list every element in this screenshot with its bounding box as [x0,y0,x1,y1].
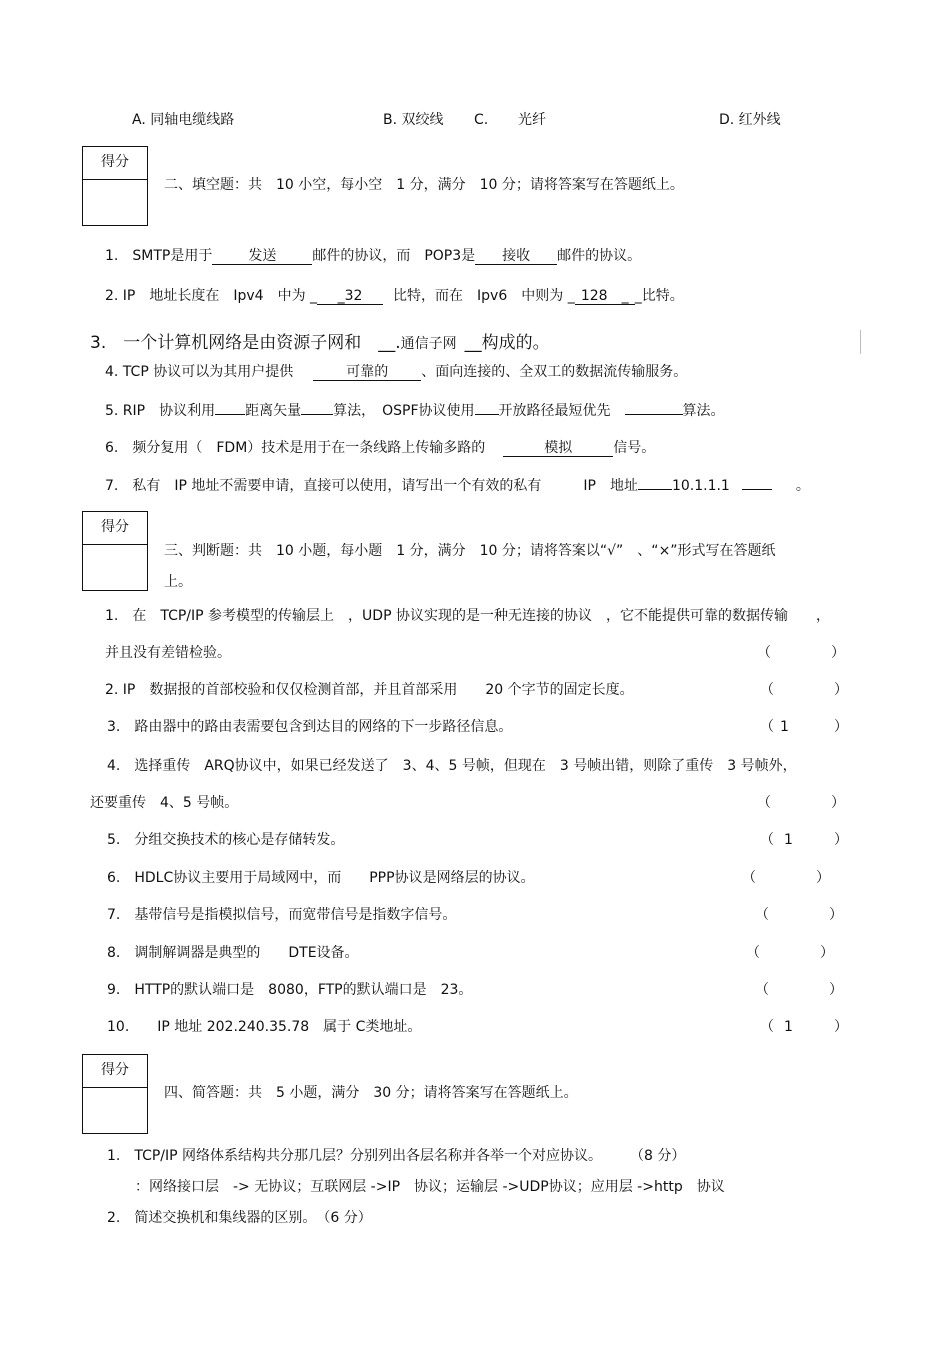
fill-answer: 可靠的 [313,364,421,381]
option-c: 光纤 [518,112,546,128]
judge-item-5: 5. 分组交换技术的核心是存储转发。 [107,832,345,848]
judge-answer-9: （ ） [755,982,843,998]
fill-answer: 开放路径最短优先 [498,403,611,419]
judge-item-3: 3. 路由器中的路由表需要包含到达目的网络的下一步路径信息。 [107,719,513,735]
fill-answer: 通信子网 [400,336,457,352]
judge-answer-3: （ 1 ） [760,719,848,735]
short-a1: ：网络接口层 -> 无协议；互联网层 ->IP 协议；运输层 ->UDP协议；应用层 ->http 协议 [135,1179,725,1195]
section3-heading-cont: 上。 [164,574,192,590]
score-box-section2 [82,146,148,226]
option-b: B. 双绞线 [383,112,444,128]
judge-item-8: 8. 调制解调器是典型的 DTE设备。 [107,945,359,961]
score-label: 得分 [83,1055,147,1088]
fill-answer: 接收 [475,248,557,265]
score-box-section3 [82,511,148,591]
score-box-section4 [82,1054,148,1134]
judge-answer-8: （ ） [746,945,834,961]
judge-item-1: 1. 在 TCP/IP 参考模型的传输层上 ，UDP 协议实现的是一种无连接的协议 ，它不能提供可靠的数据传输 ， [105,608,830,624]
score-label: 得分 [83,512,147,545]
judge-answer-7: （ ） [755,907,843,923]
judge-item-9: 9. HTTP的默认端口是 8080，FTP的默认端口是 23。 [107,982,473,998]
judge-item-1-cont: 并且没有差错检验。 [105,645,231,661]
option-c-letter: C. [474,112,489,128]
option-d: D. 红外线 [719,112,781,128]
judge-answer-10: （ 1 ） [760,1019,848,1035]
option-a: A. 同轴电缆线路 [132,112,235,128]
judge-item-7: 7. 基带信号是指模拟信号，而宽带信号是指数字信号。 [107,907,457,923]
fill-q3: 3. 一个计算机网络是由资源子网和 __.通信子网 __构成的。 [90,333,550,353]
score-label: 得分 [83,147,147,180]
fill-q1: 1. SMTP是用于 发送 邮件的协议，而 POP3是 接收 邮件的协议。 [105,248,642,264]
fill-q5: 5. RIP 协议利用 距离矢量 算法， OSPF协议使用 开放路径最短优先 算法。 [105,403,725,419]
fill-q2: 2. IP 地址长度在 Ipv4 中为 _ _32 比特，而在 Ipv6 中则为 _ 128 _ _比特。 [105,288,684,304]
judge-answer-2: （ ） [760,682,848,698]
fill-answer: 10.1.1.1 [671,478,730,494]
fill-q4: 4. TCP 协议可以为其用户提供 可靠的 、面向连接的、全双工的数据流传输服务。 [105,364,688,380]
fill-answer: 模拟 [503,440,613,457]
judge-answer-1: （ ） [757,645,845,661]
fill-answer: _32 [317,288,383,305]
judge-item-10: 10. IP 地址 202.240.35.78 属于 C类地址。 [107,1019,422,1035]
fill-answer: 距离矢量 [245,403,302,419]
judge-item-4-cont: 还要重传 4、5 号帧。 [90,795,239,811]
judge-item-6: 6. HDLC协议主要用于局域网中，而 PPP协议是网络层的协议。 [107,870,535,886]
edge-mark [860,330,861,354]
section3-heading: 三、判断题：共 10 小题，每小题 1 分，满分 10 分；请将答案以“√” 、“×”形式写在答题纸 [164,543,776,559]
short-q1: 1. TCP/IP 网络体系结构共分那几层？分别列出各层名称并各举一个对应协议。 （8 分） [107,1148,686,1164]
section2-heading: 二、填空题：共 10 小空，每小空 1 分，满分 10 分；请将答案写在答题纸上。 [164,177,684,193]
judge-answer-6: （ ） [742,870,830,886]
judge-item-2: 2. IP 数据报的首部校验和仅仅检测首部，并且首部采用 20 个字节的固定长度。 [105,682,634,698]
judge-answer-5: （ 1 ） [760,832,848,848]
judge-item-4: 4. 选择重传 ARQ协议中，如果已经发送了 3、4、5 号帧，但现在 3 号帧出错，则除了重传 3 号帧外， [107,758,797,774]
fill-q6: 6. 频分复用（ FDM）技术是用于在一条线路上传输多路的 模拟 信号。 [105,440,656,456]
judge-answer-4: （ ） [757,795,845,811]
fill-answer: 发送 [212,248,312,265]
short-q2: 2. 简述交换机和集线器的区别。 （6 分） [107,1210,372,1226]
fill-answer: 128 _ [575,288,635,305]
section4-heading: 四、简答题：共 5 小题，满分 30 分；请将答案写在答题纸上。 [164,1085,578,1101]
fill-q7: 7. 私有 IP 地址不需要申请，直接可以使用，请写出一个有效的私有 IP 地址 10.1.1.1 。 [105,478,810,494]
